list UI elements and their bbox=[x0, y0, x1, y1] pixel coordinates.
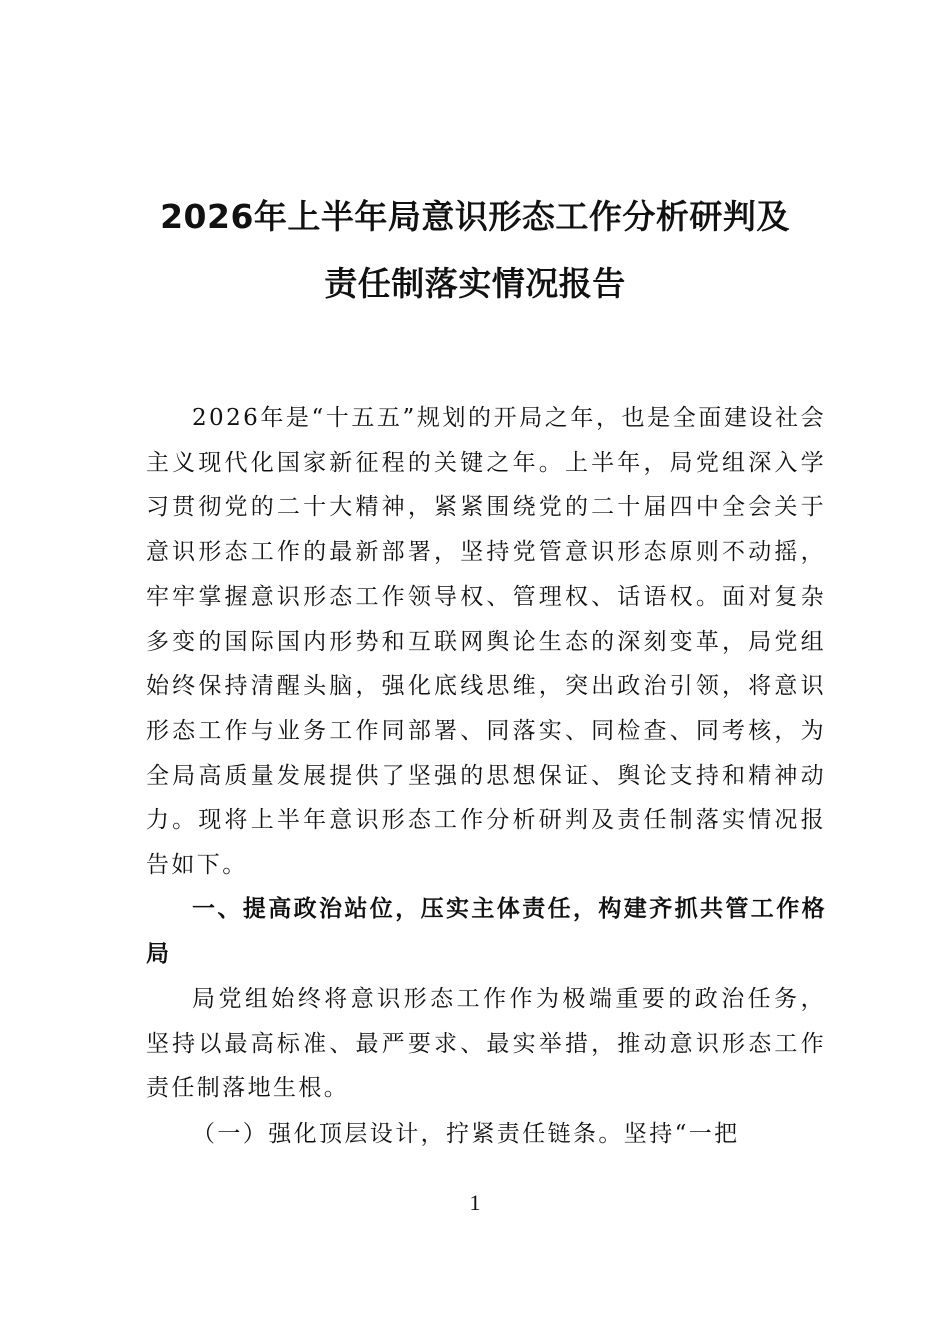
document-title-line-1: 2026年上半年局意识形态工作分析研判及 bbox=[160, 197, 790, 236]
page-number: 1 bbox=[469, 1190, 481, 1215]
section-heading-1: 一、提高政治站位，压实主体责任，构建齐抓共管工作格局 bbox=[146, 896, 826, 967]
subsection-1-paragraph: （一）强化顶层设计，拧紧责任链条。坚持“一把 bbox=[192, 1121, 740, 1147]
document-title-line-2: 责任制落实情况报告 bbox=[324, 264, 626, 303]
intro-paragraph: 2026年是“十五五”规划的开局之年，也是全面建设社会主义现代化国家新征程的关键之年。上半年，局党组深入学习贯彻党的二十大精神，紧紧围绕党的二十届四中全会关于意识形态工作的最新部署，坚持党管意识形态原则不动摇，牢牢掌握意识形态工作领导权、管理权、话语权。面对复杂多变的国际国内形势和互联网舆论生态的深刻变革，局党组始终保持清醒头脑，强化底线思维，突出政治引领，将意识形态工作与业务工作同部署、同落实、同检查、同考核，为全局高质量发展提供了坚强的思想保证、舆论支持和精神动力。现将上半年意识形态工作分析研判及责任制落实情况报告如下。 bbox=[146, 405, 826, 879]
section-1-paragraph: 局党组始终将意识形态工作作为极端重要的政治任务，坚持以最高标准、最严要求、最实举措，推动意识形态工作责任制落地生根。 bbox=[146, 986, 826, 1102]
